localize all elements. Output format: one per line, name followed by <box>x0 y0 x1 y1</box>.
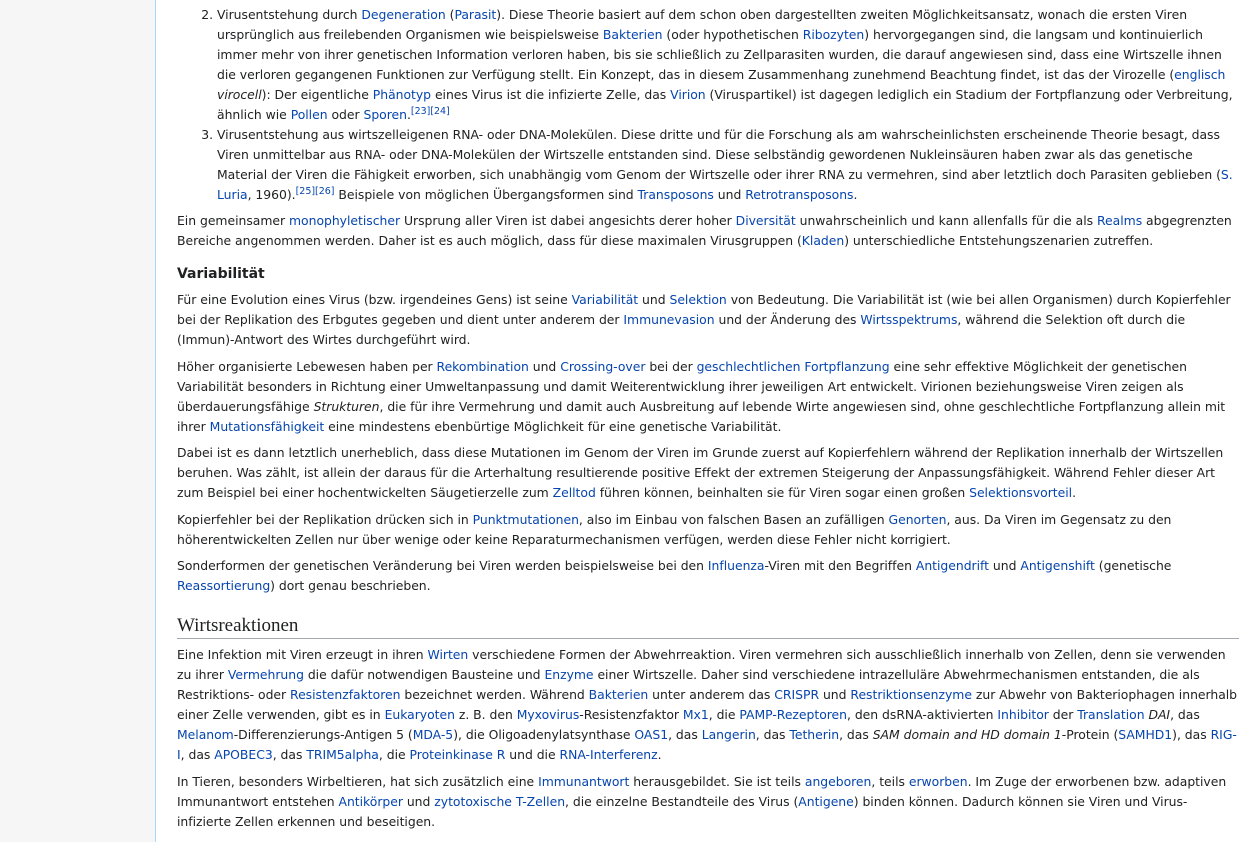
article-content <box>155 0 1256 842</box>
text: Höher organisierte Lebewesen haben per <box>177 358 437 374</box>
link-trim5alpha[interactable]: TRIM5alpha <box>306 747 379 762</box>
link-rna-interferenz[interactable]: RNA-Interferenz <box>559 747 658 762</box>
text: Virusentstehung aus wirtszelleigenen RNA- oder DNA-Molekülen. Diese dritte und für die Forschung als am wahrscheinlichsten erscheinende Theorie besagt, dass Viren unmittelbar aus RNA- oder DNA-Molekülen der Wirtszelle entstanden sind. Diese selbständig gewordenen Nukleinsäuren haben zwar als das genetische Material der Viren die Fähigkeit erworben, sich unabhängig vom Genom der Wirtszelle oder ihrer RNA zu vermehren, sind aber letztlich doch Parasiten geblieben ( <box>217 127 1221 182</box>
text: , die für ihre Vermehrung und damit auch Ausbreitung auf lebende Wirte angewiesen sind, ohne geschlechtliche Fortpflanzung allein mit ihrer <box>177 398 1226 434</box>
text: , das <box>180 747 215 762</box>
text: , das <box>755 727 790 742</box>
text: ), das <box>1172 727 1211 742</box>
text: , den dsRNA-aktivierten <box>847 707 998 722</box>
link-immunantwort[interactable]: Immunantwort <box>538 773 630 789</box>
link-eukaryoten[interactable]: Eukaryoten <box>384 707 455 722</box>
origin-theories-list <box>177 5 1239 205</box>
link-immunevasion[interactable]: Immunevasion <box>623 312 715 327</box>
link-pollen[interactable]: Pollen <box>290 107 328 122</box>
reference-24[interactable]: [24] <box>430 105 450 117</box>
text: eine sehr effektive Möglichkeit der genetischen Variabilität besonders in Richtung einer Umweltanpassung und damit Weiterentwicklung ihrer jeweiligen Art entwickelt. Virionen beziehungsweise Viren zeigen als überdauerungsfähige <box>177 358 1187 414</box>
link-sporen[interactable]: Sporen <box>363 107 407 122</box>
text: und der Änderung des <box>714 312 861 327</box>
text: und <box>989 558 1021 573</box>
text: (oder hypothetischen <box>662 27 803 42</box>
heading-wirtsreaktionen: Wirtsreaktionen <box>177 614 1239 639</box>
reference-26[interactable]: [26] <box>315 185 335 197</box>
text: ), die Oligoadenylatsynthase <box>453 727 635 742</box>
link-samhd1[interactable]: SAMHD1 <box>1118 727 1173 742</box>
text: . Im Zuge der erworbenen bzw. adaptiven Immunantwort entstehen <box>177 773 1227 809</box>
text: verschiedene Formen der Abwehrreaktion. Viren vermehren sich ausschließlich innerhalb von Zellen, denn sie verwenden zu ihrer <box>177 647 1226 682</box>
paragraph-variability-1 <box>177 290 1239 350</box>
text: , das <box>1170 707 1200 722</box>
link-mx1[interactable]: Mx1 <box>682 707 709 722</box>
text: (Viruspartikel) ist dagegen lediglich ein Stadium der Fortpflanzung oder Verbreitung, ähnlich wie <box>217 87 1233 122</box>
link-zelltod[interactable]: Zelltod <box>552 485 596 500</box>
text: eines Virus ist die infizierte Zelle, das <box>431 87 671 102</box>
link-antigendrift[interactable]: Antigendrift <box>915 558 989 573</box>
link-diversitaet[interactable]: Diversität <box>735 213 796 228</box>
text: der <box>1048 707 1078 722</box>
text: , teils <box>871 773 909 789</box>
text: führen können, beinhalten sie für Viren sogar einen großen <box>595 485 970 500</box>
text: Ein gemeinsamer <box>177 213 289 228</box>
text: (genetische <box>1094 558 1172 573</box>
text: , aus. Da Viren im Gegensatz zu den höherentwickelten Zellen nur über wenige oder keine Reparaturmechanismen verfügen, werden diese Fehler nicht korrigiert. <box>177 511 1172 547</box>
text: unter anderem das <box>648 687 775 702</box>
left-sidebar <box>0 0 155 842</box>
text: . <box>853 187 858 202</box>
link-s-luria[interactable]: S. Luria <box>217 167 1233 202</box>
text: ) binden können. Dadurch können sie Viren und Virus-infizierte Zellen erkennen und beseitigen. <box>177 793 1188 829</box>
link-virion[interactable]: Virion <box>670 87 706 102</box>
link-bakterien-2[interactable]: Bakterien <box>588 687 649 702</box>
link-genorten[interactable]: Genorten <box>888 511 947 527</box>
text: zur Abwehr von Bakteriophagen innerhalb einer Zelle verwenden, gibt es in <box>177 687 1238 722</box>
link-selektion[interactable]: Selektion <box>669 292 727 307</box>
link-geschlechtliche-fortpflanzung[interactable]: geschlechtlichen Fortpflanzung <box>696 358 890 374</box>
link-phaenotyp[interactable]: Phänotyp <box>372 87 432 102</box>
text: -Resistenzfaktor <box>579 707 683 722</box>
reference-23[interactable]: [23] <box>410 105 431 117</box>
paragraph-host-2 <box>177 772 1239 832</box>
link-antigene[interactable]: Antigene <box>798 793 854 809</box>
text: z. B. den <box>454 707 517 722</box>
reference-25[interactable]: [25] <box>295 185 316 197</box>
link-myxovirus[interactable]: Myxovirus <box>516 707 580 722</box>
text: Beispiele von möglichen Übergangsformen sind <box>334 187 638 202</box>
italic-text: virocell <box>217 87 262 102</box>
text: ) hervorgegangen sind, die langsam und kontinuierlich immer mehr von ihrer genetischen Information verloren haben, bis sie schließlich zu Zellparasiten wurden, die darauf angewiesen sind, dass eine Wirtszelle ihnen die verloren gegangenen Funktionen zur Verfügung stellt. Ein Konzept, das in diesem Zusammenhang zunehmend Beachtung findet, ist das der Virozelle ( <box>217 27 1222 82</box>
link-mda-5[interactable]: MDA-5 <box>412 727 454 742</box>
text: ) unterschiedliche Entstehungszenarien zutreffen. <box>844 233 1154 248</box>
text: , das <box>272 747 307 762</box>
text: und <box>402 793 435 809</box>
text: . <box>657 747 662 762</box>
link-crossing-over[interactable]: Crossing-over <box>560 358 646 374</box>
link-parasit[interactable]: Parasit <box>454 7 497 22</box>
text: . <box>1072 485 1076 500</box>
text: In Tieren, besonders Wirbeltieren, hat sich zusätzlich eine <box>177 773 539 789</box>
link-angeboren[interactable]: angeboren <box>804 773 872 789</box>
italic-text: SAM domain and HD domain 1 <box>872 727 1062 742</box>
text: und die <box>505 747 560 762</box>
link-zytotoxische-t-zellen[interactable]: zytotoxische T-Zellen <box>434 793 566 809</box>
text: Für eine Evolution eines Virus (bzw. irgendeines Gens) ist seine <box>177 292 572 307</box>
link-monophyletischer[interactable]: monophyletischer <box>289 213 401 228</box>
list-item <box>217 125 1239 205</box>
link-reassortierung[interactable]: Reassortierung <box>177 578 271 593</box>
text: Dabei ist es dann letztlich unerheblich, dass diese Mutationen im Genom der Viren im Grunde zuerst auf Kopierfehlern während der Replikation innerhalb der Wirtszellen beruhen. Was zählt, ist allein der daraus für die Arterhaltung resultierende positive Effekt der extremen Steigerung der Anpassungsfähigkeit. Während Fehler dieser Art zum Beispiel bei einer hochentwickelten Säugetierzelle zum <box>177 445 1224 500</box>
text: und <box>528 358 561 374</box>
text: , die <box>708 707 740 722</box>
text: Kopierfehler bei der Replikation drücken sich in <box>177 511 473 527</box>
text: von Bedeutung. Die Variabilität ist (wie bei allen Organismen) durch Kopierfehler bei der Replikation des Erbgutes gegeben und dient unter anderem der <box>177 292 1231 327</box>
link-oas1[interactable]: OAS1 <box>634 727 669 742</box>
link-degeneration[interactable]: Degeneration <box>361 7 446 22</box>
text: oder <box>327 107 364 122</box>
link-realms[interactable]: Realms <box>1097 213 1143 228</box>
text: , die einzelne Bestandteile des Virus ( <box>565 793 799 809</box>
article-body <box>177 5 1239 838</box>
link-bakterien[interactable]: Bakterien <box>602 27 663 42</box>
text: , das <box>668 727 702 742</box>
link-resistenzfaktoren[interactable]: Resistenzfaktoren <box>290 687 401 702</box>
link-rekombination[interactable]: Rekombination <box>436 358 529 374</box>
link-wirtsspektrums[interactable]: Wirtsspektrums <box>860 312 958 327</box>
text: die dafür notwendigen Bausteine und <box>303 667 545 682</box>
link-restriktionsenzyme[interactable]: Restriktionsenzyme <box>850 687 972 702</box>
link-retrotransposons[interactable]: Retrotransposons <box>745 187 854 202</box>
link-mutationsfaehigkeit[interactable]: Mutationsfähigkeit <box>209 418 325 434</box>
link-inhibitor[interactable]: Inhibitor <box>997 707 1049 722</box>
text: und <box>638 292 670 307</box>
heading-variabilitaet: Variabilität <box>177 266 265 282</box>
text: herausgebildet. Sie ist teils <box>629 773 805 789</box>
link-crispr[interactable]: CRISPR <box>774 687 820 702</box>
text: -Differenzierungs-Antigen 5 ( <box>233 727 413 742</box>
text: Eine Infektion mit Viren erzeugt in ihren <box>177 647 428 662</box>
text: , also im Einbau von falschen Basen an zufälligen <box>578 511 889 527</box>
text: , während die Selektion oft durch die (Immun)-Antwort des Wirtes durchgeführt wird. <box>177 312 1186 347</box>
text: bei der <box>645 358 697 374</box>
link-englisch[interactable]: englisch <box>1174 67 1226 82</box>
paragraph-variability-5 <box>177 556 1239 596</box>
text: bezeichnet werden. Während <box>400 687 589 702</box>
link-influenza[interactable]: Influenza <box>707 558 765 573</box>
link-ribozyten[interactable]: Ribozyten <box>802 27 865 42</box>
text: ). Diese Theorie basiert auf dem schon oben dargestellten zweiten Möglichkeitsansatz, wonach die ersten Viren ursprünglich aus freilebenden Organismen wie beispielsweise <box>217 7 1188 42</box>
list-item <box>217 5 1239 125</box>
text: abgegrenzten Bereiche angenommen werden. Daher ist es auch möglich, dass für diese maximalen Virusgruppen ( <box>177 213 1232 248</box>
link-pamp-rezeptoren[interactable]: PAMP-Rezeptoren <box>739 707 847 722</box>
text: ) dort genau beschrieben. <box>270 578 431 593</box>
link-kladen[interactable]: Kladen <box>801 233 845 248</box>
link-melanom[interactable]: Melanom <box>177 727 234 742</box>
text: und <box>713 187 746 202</box>
text: , das <box>839 727 873 742</box>
text: -Viren mit den Begriffen <box>764 558 916 573</box>
paragraph-variability-2 <box>177 357 1239 437</box>
link-proteinkinase-r[interactable]: Proteinkinase R <box>409 747 506 762</box>
link-wirten[interactable]: Wirten <box>427 647 469 662</box>
link-vermehrung[interactable]: Vermehrung <box>227 667 304 682</box>
link-selektionsvorteil[interactable]: Selektionsvorteil <box>969 485 1073 500</box>
link-erworben[interactable]: erworben <box>908 773 968 789</box>
italic-text: DAI <box>1148 707 1171 722</box>
text: , die <box>378 747 410 762</box>
text: . <box>406 107 411 122</box>
link-antigenshift[interactable]: Antigenshift <box>1020 558 1095 573</box>
text: ( <box>445 7 455 22</box>
link-translation[interactable]: Translation <box>1077 707 1145 722</box>
link-langerin[interactable]: Langerin <box>701 727 756 742</box>
text: unwahrscheinlich und kann allenfalls für die als <box>795 213 1098 228</box>
text: ): Der eigentliche <box>261 87 373 102</box>
text: Sonderformen der genetischen Veränderung bei Viren werden beispielsweise bei den <box>177 558 708 573</box>
text: -Protein ( <box>1061 727 1119 742</box>
text: und <box>819 687 851 702</box>
text: einer Wirtszelle. Daher sind verschiedene intrazelluläre Abwehrmechanismen entstanden, die als Restriktions- oder <box>177 667 1200 702</box>
paragraph-variability-4 <box>177 510 1239 550</box>
link-apobec3[interactable]: APOBEC3 <box>214 747 273 762</box>
text: eine mindestens ebenbürtige Möglichkeit für eine genetische Variabilität. <box>324 418 782 434</box>
text: , 1960). <box>247 187 296 202</box>
link-variabilitaet[interactable]: Variabilität <box>571 292 639 307</box>
paragraph-host-1 <box>177 645 1239 765</box>
link-punktmutationen[interactable]: Punktmutationen <box>472 511 579 527</box>
italic-text: Strukturen <box>313 398 380 414</box>
text: Virusentstehung durch <box>217 7 362 22</box>
paragraph-common-origin <box>177 211 1239 251</box>
link-transposons[interactable]: Transposons <box>637 187 714 202</box>
paragraph-variability-3 <box>177 443 1239 503</box>
text: Ursprung aller Viren ist dabei angesichts derer hoher <box>400 213 736 228</box>
link-rig-i[interactable]: RIG-I <box>177 727 1237 762</box>
link-tetherin[interactable]: Tetherin <box>789 727 840 742</box>
link-antikoerper[interactable]: Antikörper <box>338 793 403 809</box>
link-enzyme[interactable]: Enzyme <box>544 667 594 682</box>
